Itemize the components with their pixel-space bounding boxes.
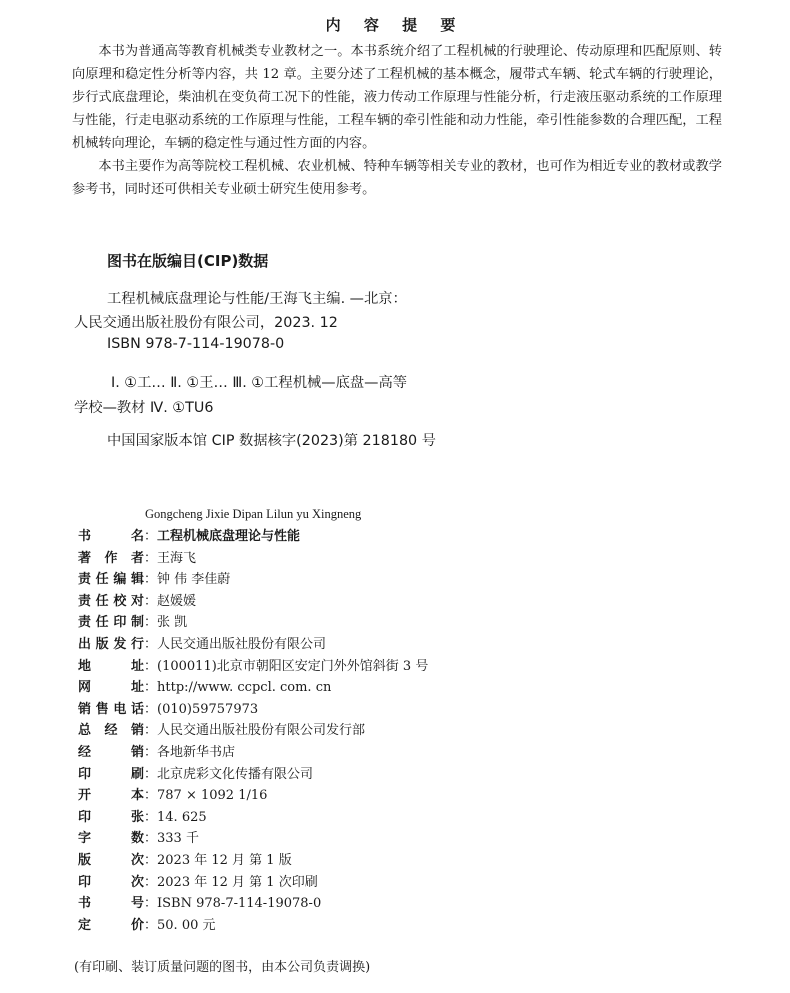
info-value: 人民交通出版社股份有限公司发行部: [157, 723, 366, 739]
info-colon: ：: [144, 572, 158, 588]
summary-body: [72, 40, 722, 201]
info-value: 333 千: [157, 831, 199, 847]
info-row-author: [78, 548, 428, 570]
info-value: 北京虎彩文化传播有限公司: [157, 766, 314, 782]
info-row-isbn: [78, 893, 428, 915]
info-colon: ：: [144, 658, 158, 674]
info-row-title: [78, 526, 428, 548]
info-row-edition: [78, 850, 428, 872]
info-label: 责任印制: [78, 615, 144, 631]
info-row-editor: [78, 569, 428, 591]
info-value: 50. 00 元: [157, 917, 216, 933]
info-colon: ：: [144, 680, 158, 696]
info-label: 书名: [78, 529, 144, 544]
info-row-publisher: [78, 634, 428, 656]
info-label: 印刷: [78, 766, 144, 782]
info-colon: ：: [144, 896, 158, 912]
quality-note: (有印刷、装订质量问题的图书，由本公司负责调换): [74, 960, 371, 975]
summary-paragraph-2: 本书主要作为高等院校工程机械、农业机械、特种车辆等相关专业的教材，也可作为相近专业的教材或教学参考书，同时还可供相关专业硕士研究生使用参考。: [72, 159, 722, 197]
info-label: 出版发行: [78, 636, 144, 652]
info-row-distributor: [78, 742, 428, 764]
info-label: 印张: [78, 809, 144, 825]
website-link[interactable]: http://www. ccpcl. com. cn: [157, 680, 332, 696]
info-row-website: [78, 677, 428, 699]
info-value: 钟 伟 李佳蔚: [157, 572, 231, 588]
info-colon: ：: [144, 636, 158, 652]
info-colon: ：: [144, 550, 158, 566]
info-label: 定价: [78, 917, 144, 933]
info-label: 版次: [78, 852, 144, 868]
info-row-sheets: [78, 807, 428, 829]
info-colon: ：: [144, 766, 158, 782]
info-colon: ：: [144, 744, 158, 760]
info-label: 开本: [78, 788, 144, 804]
copyright-info: [78, 526, 428, 936]
info-row-price: [78, 915, 428, 937]
info-row-printing: [78, 872, 428, 894]
info-value: ISBN 978-7-114-19078-0: [157, 896, 322, 912]
info-label: 经销: [78, 744, 144, 760]
info-label: 网址: [78, 680, 144, 696]
info-label: 著作者: [78, 550, 144, 566]
info-value: 各地新华书店: [157, 744, 236, 760]
info-row-word-count: [78, 828, 428, 850]
info-value: (010)59757973: [157, 701, 259, 717]
info-label: 责任校对: [78, 593, 144, 609]
pinyin-title: Gongcheng Jixie Dipan Lilun yu Xingneng: [145, 507, 362, 521]
info-value: (100011)北京市朝阳区安定门外外馆斜街 3 号: [157, 658, 429, 674]
info-row-proofreader: [78, 591, 428, 613]
info-label: 总经销: [78, 723, 144, 739]
info-row-printer: [78, 764, 428, 786]
info-colon: ：: [144, 615, 158, 631]
info-row-print-supervisor: [78, 612, 428, 634]
info-label: 责任编辑: [78, 572, 144, 588]
info-label: 书号: [78, 896, 144, 912]
cip-publisher-line: 人民交通出版社股份有限公司，2023. 12: [74, 315, 338, 331]
info-colon: ：: [144, 701, 158, 717]
summary-paragraph-1: 本书为普通高等教育机械类专业教材之一。本书系统介绍了工程机械的行驶理论、传动原理和匹配原则、转向原理和稳定性分析等内容，共 12 章。主要分述了工程机械的基本概念，履带式车辆、轮式车辆的行驶理论，步行式底盘理论，柴油机在变负荷工况下的性能，液力传动工作原理与性能分析，行走液压驱动系统的工作原理与性能，行走电驱动系统的工作原理与性能，工程车辆的牵引性能和动力性能，牵引性能参数的合理匹配，工程机械转向理论，车辆的稳定性与通过性方面的内容。: [72, 44, 722, 151]
info-row-sales-phone: [78, 699, 428, 721]
info-value: 14. 625: [157, 809, 207, 825]
info-value: 2023 年 12 月 第 1 次印刷: [157, 874, 318, 890]
info-colon: ：: [144, 874, 158, 890]
info-value: 赵媛媛: [157, 593, 197, 609]
info-value: 张 凯: [157, 615, 188, 631]
info-row-address: [78, 656, 428, 678]
info-value: 王海飞: [157, 550, 197, 566]
cip-classification-line-2: 学校—教材 Ⅳ. ①TU6: [74, 400, 214, 416]
info-value: 2023 年 12 月 第 1 版: [157, 852, 292, 868]
info-label: 地址: [78, 658, 144, 674]
info-value: 人民交通出版社股份有限公司: [157, 636, 327, 652]
info-label: 销售电话: [78, 701, 144, 717]
info-colon: ：: [144, 788, 158, 804]
info-colon: ：: [144, 529, 158, 544]
info-row-format: [78, 785, 428, 807]
cip-title-line: 工程机械底盘理论与性能/王海飞主编. —北京：: [107, 291, 407, 307]
info-colon: ：: [144, 809, 158, 825]
info-row-general-distributor: [78, 720, 428, 742]
info-colon: ：: [144, 831, 158, 847]
info-label: 印次: [78, 874, 144, 890]
cip-classification-line: Ⅰ. ①工… Ⅱ. ①王… Ⅲ. ①工程机械—底盘—高等: [111, 375, 408, 391]
info-colon: ：: [144, 852, 158, 868]
cip-heading: 图书在版编目(CIP)数据: [107, 252, 269, 270]
info-colon: ：: [144, 723, 158, 739]
info-value: 787 × 1092 1/16: [157, 788, 268, 804]
summary-title: 内 容 提 要: [325, 16, 465, 34]
info-label: 字数: [78, 831, 144, 847]
cip-isbn-line: ISBN 978-7-114-19078-0: [107, 336, 285, 352]
info-value: 工程机械底盘理论与性能: [157, 529, 301, 544]
cip-record-number: 中国国家版本馆 CIP 数据核字(2023)第 218180 号: [107, 433, 436, 449]
info-colon: ：: [144, 593, 158, 609]
info-colon: ：: [144, 917, 158, 933]
